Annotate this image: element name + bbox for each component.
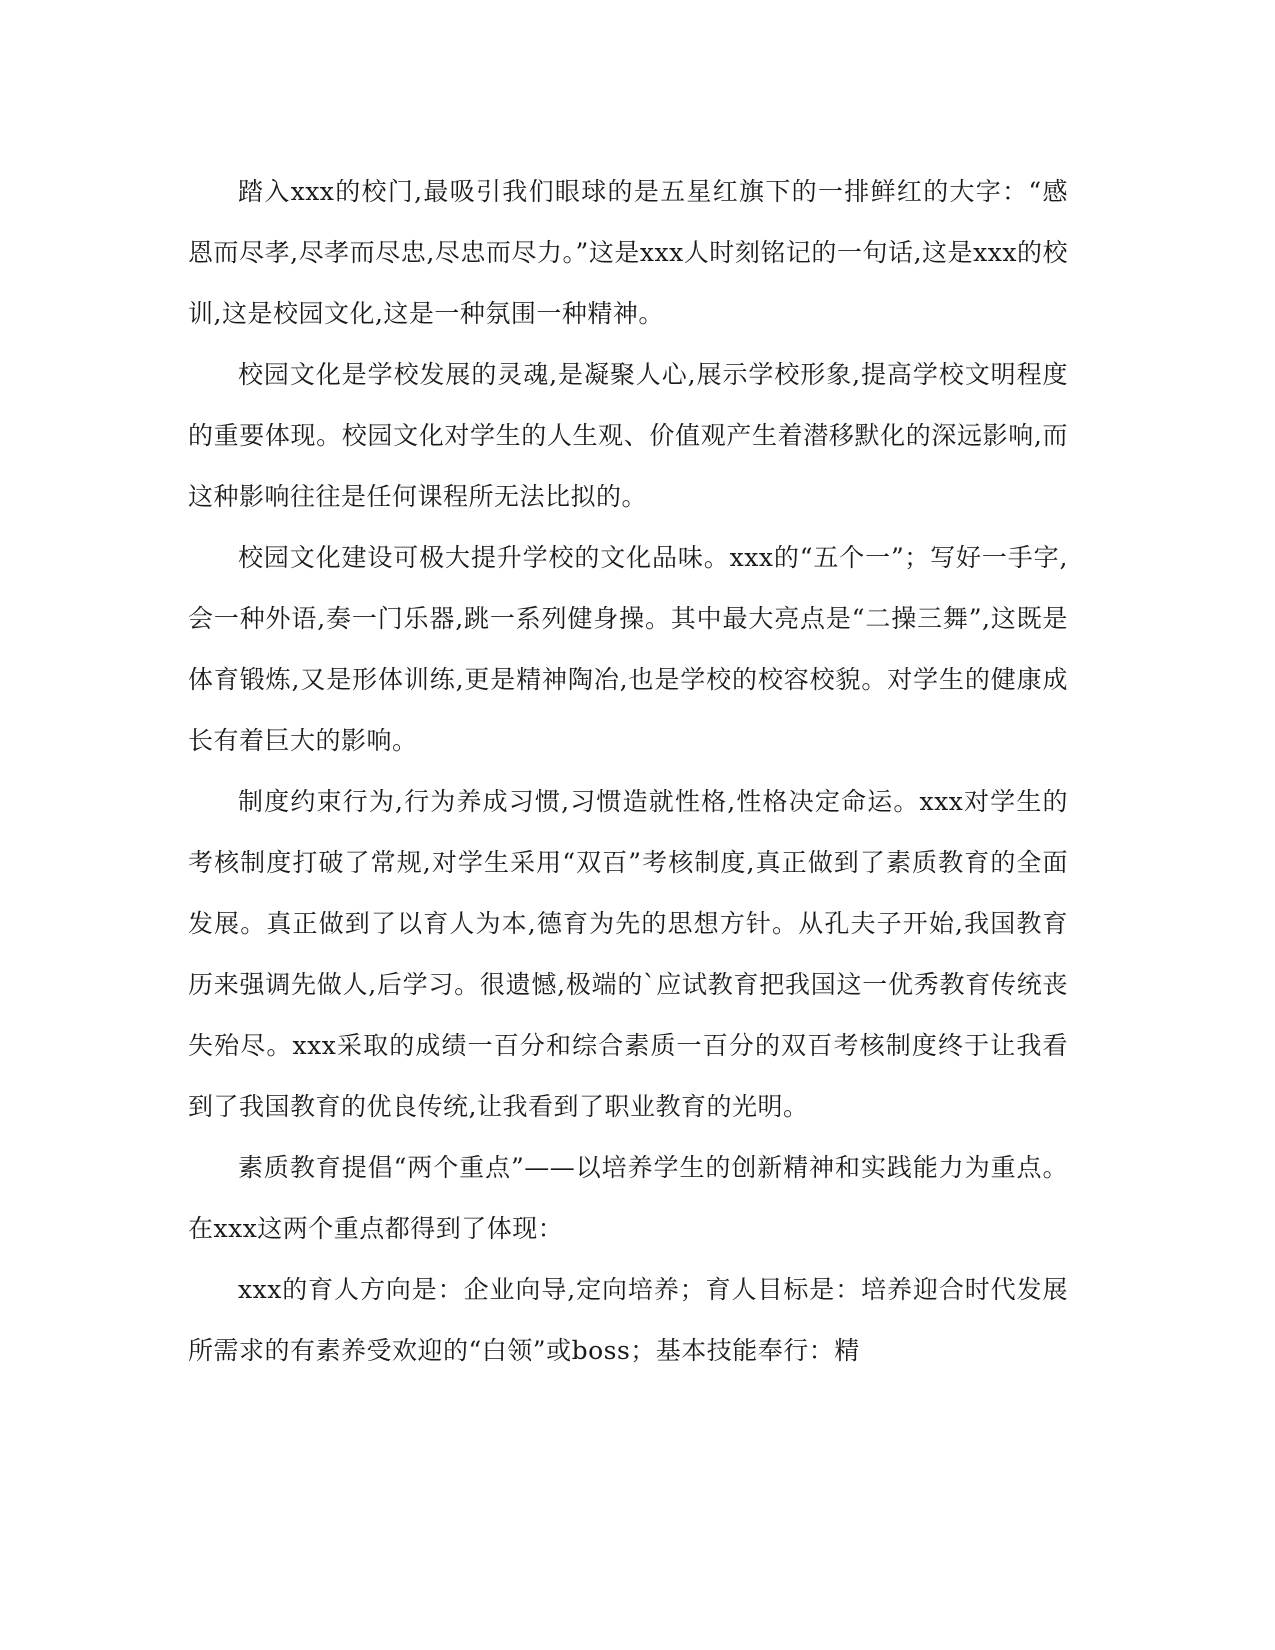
paragraph-campus-culture-soul: 校园文化是学校发展的灵魂,是凝聚人心,展示学校形象,提高学校文明程度的重要体现。校园文化对学生的人生观、价值观产生着潜移默化的深远影响,而这种影响往往是任何课程所无法比拟的。 [188,360,1068,511]
paragraph-school-motto: 踏入xxx的校门,最吸引我们眼球的是五星红旗下的一排鲜红的大字：“感恩而尽孝,尽孝而尽忠,尽忠而尽力。”这是xxx人时刻铭记的一句话,这是xxx的校训,这是校园文化,这是一种氛围一种精神。 [188,177,1068,328]
paragraph-five-ones: 校园文化建设可极大提升学校的文化品味。xxx的“五个一”；写好一手字,会一种外语,奏一门乐器,跳一系列健身操。其中最大亮点是“二操三舞”,这既是体育锻炼,又是形体训练,更是精神陶冶,也是学校的校容校貌。对学生的健康成长有着巨大的影响。 [188,543,1068,755]
document-body [188,161,1068,1381]
paragraph-two-key-points: 素质教育提倡“两个重点”——以培养学生的创新精神和实践能力为重点。在xxx这两个重点都得到了体现： [188,1153,1068,1243]
paragraph-education-direction: xxx的育人方向是：企业向导,定向培养；育人目标是：培养迎合时代发展所需求的有素养受欢迎的“白领”或boss；基本技能奉行：精 [188,1275,1068,1365]
paragraph-double-hundred-system: 制度约束行为,行为养成习惯,习惯造就性格,性格决定命运。xxx对学生的考核制度打破了常规,对学生采用“双百”考核制度,真正做到了素质教育的全面发展。真正做到了以育人为本,德育为先的思想方针。从孔夫子开始,我国教育历来强调先做人,后学习。很遗憾,极端的`应试教育把我国这一优秀教育传统丧失殆尽。xxx采取的成绩一百分和综合素质一百分的双百考核制度终于让我看到了我国教育的优良传统,让我看到了职业教育的光明。 [188,787,1068,1121]
